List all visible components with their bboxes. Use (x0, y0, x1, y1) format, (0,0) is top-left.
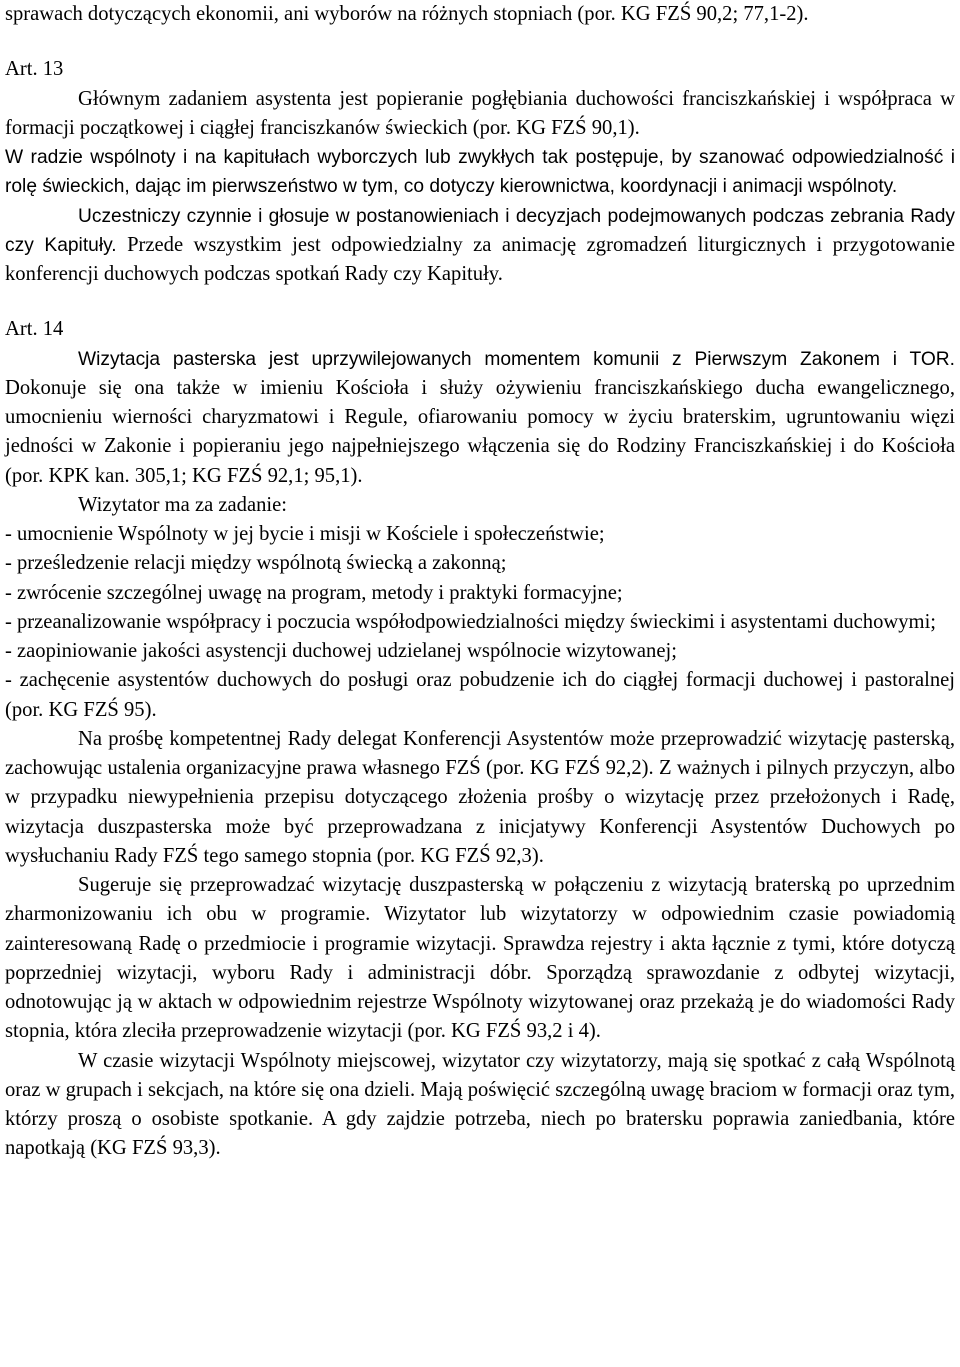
article-13-responsibility-text: Przede wszystkim jest odpowiedzialny za animację zgromadzeń liturgicznych i przygotowanie konferencji duchowych podczas spotkań Rady czy Kapituły. (5, 233, 956, 285)
list-item: - umocnienie Wspólnoty w jej bycie i misji w Kościele i społeczeństwie; (5, 523, 605, 545)
article-13-paragraph-1-continued (5, 143, 955, 202)
visitor-report-text: Wizytator lub wizytatorzy w odpowiednim czasie powiadomią zainteresowaną Radę o przedmiocie i programie wizytacji. Sprawdza rejestry i akta łącznie z tymi, które dotyczą poprzedniej wizytacji, wyboru Rady i administracji dóbr. Sporządzą sprawozdanie z odbytej wizytacji, odnotowując ją w aktach w odpowiednim rejestrze Wspólnoty wizytowanej oraz przekażą je do wiadomości Rady stopnia, która zleciła przeprowadzenie wizytacji (por. KG FZŚ 93,2 i 4). (5, 903, 955, 1043)
article-13-council-text: W radzie wspólnoty i na kapitułach wyborczych lub zwykłych tak postępuje, by szanować odpowiedzialność i rolę świeckich, dając im pierwszeństwo w tym, co dotyczy kierownictwa, koordynacji i animacji wspólnoty. (5, 147, 955, 198)
article-14-paragraph-1 (5, 345, 955, 491)
visitor-tasks-list (5, 520, 955, 725)
list-item: - prześledzenie relacji między wspólnotą świecką a zakonną; (5, 552, 507, 575)
top-paragraph: sprawach dotyczących ekonomii, ani wyborów na różnych stopniach (por. KG FZŚ 90,2; 77,1-2). (5, 3, 809, 25)
spacer (5, 29, 955, 55)
article-14-paragraph-2 (5, 725, 955, 871)
list-item: - zaopiniowanie jakości asystencji duchowej udzielanej wspólnocie wizytowanej; (5, 640, 677, 662)
list-item: - przeanalizowanie współpracy i poczucia współodpowiedzialności między świeckimi i asystentami duchowymi; (5, 610, 937, 633)
list-item: - zachęcenie asystentów duchowych do posługi oraz pobudzenie ich do ciągłej formacji duchowej i pastoralnej (por. KG FZŚ 95). (5, 669, 955, 721)
article-14-heading: Art. 14 (5, 318, 64, 341)
combined-visitation-text: Sugeruje się przeprowadzać wizytację duszpasterską w połączeniu z wizytacją braterską po uprzednim zharmonizowaniu ich obu w programie. (5, 874, 955, 926)
article-14-visitation-text: Wizytacja pasterska jest uprzywilejowanych momentem komunii z Pierwszym Zakonem i TOR. (78, 348, 955, 370)
urgent-reasons-text: Z ważnych i pilnych przyczyn, albo w przypadku niewypełnienia przepisu dotyczącego złożenia prośby o wizytację przez przełożonych i Radę, wizytacja duszpasterska może być przeprowadzana z inicjatywy Konferencji Asystentów Duchowych po wysłuchaniu Rady FZŚ tego samego stopnia (por. KG FZŚ 92,3). (5, 757, 955, 867)
visitor-tasks-intro: Wizytator ma za zadanie: (78, 493, 287, 516)
spacer (5, 289, 955, 315)
article-13-participation-text: Uczestniczy czynnie i głosuje w postanowieniach i decyzjach podejmowanych podczas zebrania Rady czy Kapituły. (5, 205, 955, 256)
article-13-intro-text: Głównym zadaniem asystenta jest popieranie pogłębiania duchowości franciszkańskiej i współpraca w formacji początkowej i ciągłej franciszkanów świeckich (por. KG FZŚ 90,1). (5, 87, 955, 139)
article-14-church-text: Dokonuje się ona także w imieniu Kościoła i służy ożywieniu franciszkańskiego ducha ewangelicznego, umocnieniu wierności charyzmatowi i Regule, ofiarowaniu pomocy w życiu braterskim, ugruntowaniu więzi jedności w Zakonie i popieraniu jego najpełniejszego włączenia się do Rodziny Franciszkańskiej i do Kościoła (por. KPK kan. 305,1; KG FZŚ 92,1; 95,1). (5, 376, 955, 487)
article-13-paragraph-2 (5, 202, 955, 290)
article-13-heading: Art. 13 (5, 58, 64, 81)
article-14-paragraph-3 (5, 871, 955, 1047)
delegate-visitation-text: Na prośbę kompetentnej Rady delegat Konferencji Asystentów może przeprowadzić wizytację pasterską, zachowując ustalenia organizacyjne prawa własnego FZŚ (por. KG FZŚ 92,2). (5, 727, 955, 779)
article-13-paragraph-1 (5, 85, 955, 144)
article-14-paragraph-4: W czasie wizytacji Wspólnoty miejscowej, wizytator czy wizytatorzy, mają się spotkać z całą Wspólnotą oraz w grupach i sekcjach, na które się ona dzieli. Mają poświęcić szczególną uwagę braciom w formacji oraz tym, którzy proszą o osobiste spotkanie. A gdy zajdzie potrzeba, niech po bratersku poprawia zaniedbania, które napotkają (KG FZŚ 93,3). (5, 1049, 955, 1160)
list-item: - zwrócenie szczególnej uwagę na program, metody i praktyki formacyjne; (5, 581, 623, 604)
